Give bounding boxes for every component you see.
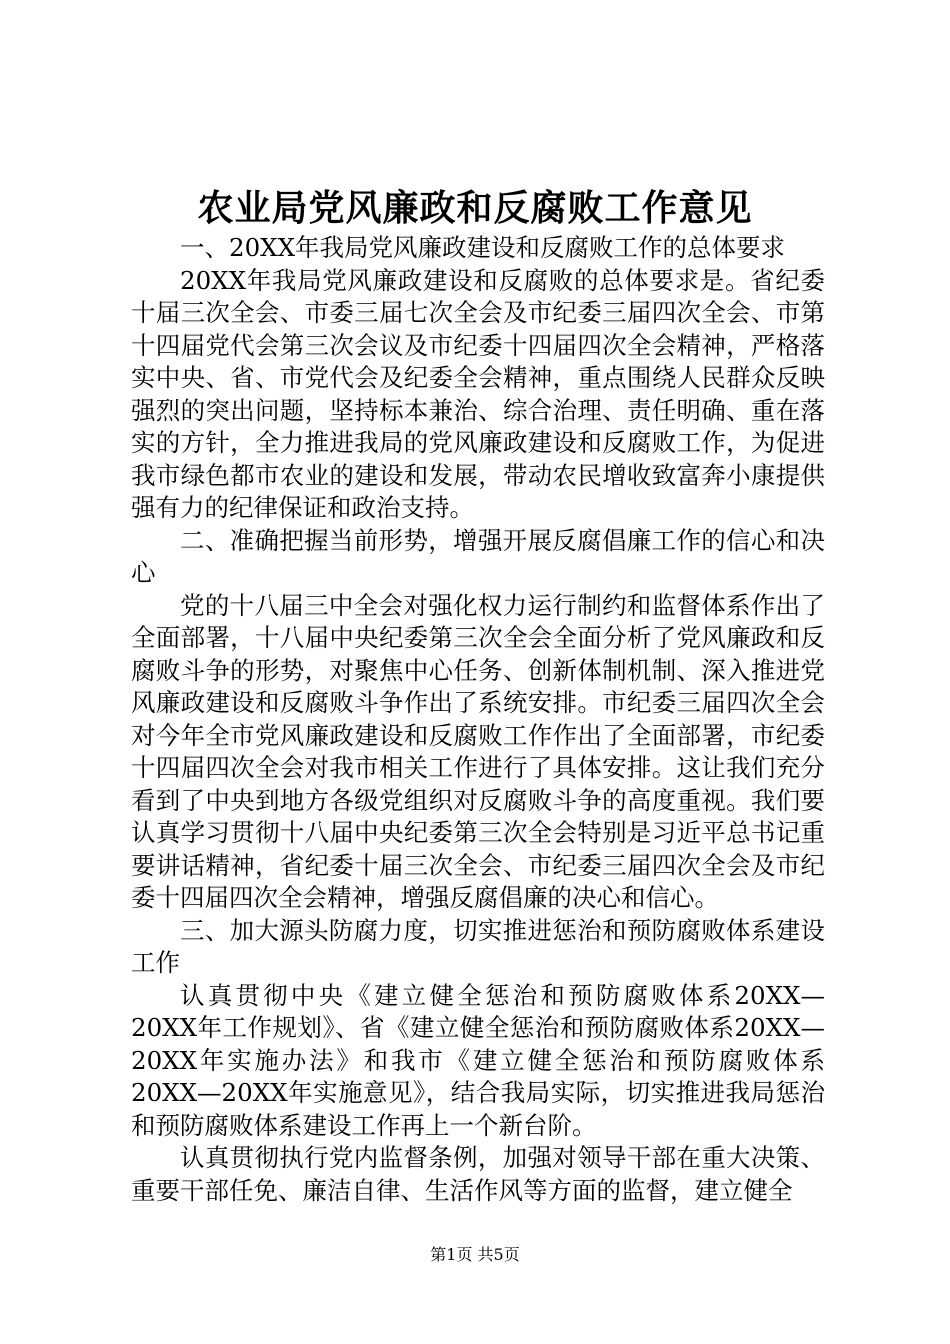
body-paragraph-3: 认真贯彻中央《建立健全惩治和预防腐败体系20XX—20XX年工作规划》、省《建立健全惩治和预防腐败体系20XX—20XX年实施办法》和我市《建立健全惩治和预防腐败体系20XX—20XX年实施意见》，结合我局实际，切实推进我局惩治和预防腐败体系建设工作再上一个新台阶。 <box>131 980 825 1140</box>
section-heading-2: 二、准确把握当前形势，增强开展反腐倡廉工作的信心和决心 <box>131 525 825 587</box>
section-heading-3: 三、加大源头防腐力度，切实推进惩治和预防腐败体系建设工作 <box>131 915 825 977</box>
page-footer: 第1页 共5页 <box>430 1245 520 1264</box>
body-paragraph-1: 20XX年我局党风廉政建设和反腐败的总体要求是。省纪委十届三次全会、市委三届七次全会及市纪委三届四次全会、市第十四届党代会第三次会议及市纪委十四届四次全会精神，严格落实中央、省、市党代会及纪委全会精神，重点围绕人民群众反映强烈的突出问题，坚持标本兼治、综合治理、责任明确、重在落实的方针，全力推进我局的党风廉政建设和反腐败工作，为促进我市绿色都市农业的建设和发展，带动农民增收致富奔小康提供强有力的纪律保证和政治支持。 <box>131 265 825 522</box>
document-title: 农业局党风廉政和反腐败工作意见 <box>197 187 753 229</box>
body-paragraph-4: 认真贯彻执行党内监督条例，加强对领导干部在重大决策、重要干部任免、廉洁自律、生活作风等方面的监督，建立健全 <box>131 1143 825 1205</box>
body-paragraph-2: 党的十八届三中全会对强化权力运行制约和监督体系作出了全面部署，十八届中央纪委第三次全会全面分析了党风廉政和反腐败斗争的形势，对聚焦中心任务、创新体制机制、深入推进党风廉政建设和反腐败斗争作出了系统安排。市纪委三届四次全会对今年全市党风廉政建设和反腐败工作作出了全面部署，市纪委十四届四次全会对我市相关工作进行了具体安排。这让我们充分看到了中央到地方各级党组织对反腐败斗争的高度重视。我们要认真学习贯彻十八届中央纪委第三次全会特别是习近平总书记重要讲话精神，省纪委十届三次全会、市纪委三届四次全会及市纪委十四届四次全会精神，增强反腐倡廉的决心和信心。 <box>131 590 825 912</box>
document-body <box>131 232 825 1207</box>
section-heading-1: 一、20XX年我局党风廉政建设和反腐败工作的总体要求 <box>180 233 786 262</box>
